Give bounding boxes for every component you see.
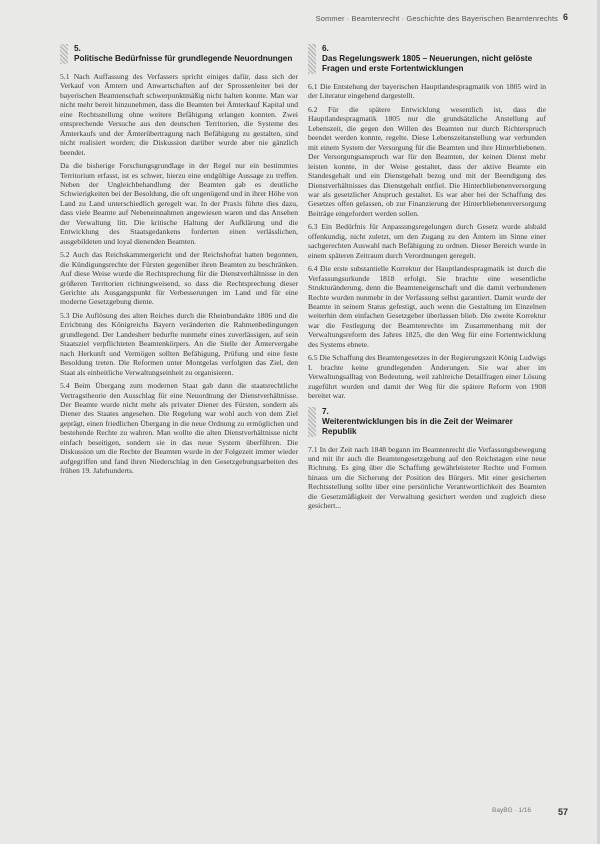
paragraph: 5.4 Beim Übergang zum modernen Staat gab dann die staatsrechtliche Vertragstheorie den Ausschlag für eine Neuordnung der Dienstverhältnisse. Der Beamte wurde nicht mehr als privater Diener des Fürsten, sondern als Diener des Staates angesehen. Die Regelung war wohl auch von dem Ziel geprägt, einen friedlichen Übergang in die neue Ordnung zu ermöglichen und bestehende Rechte zu wahren. Man wollte die alten Dienstverhältnisse nicht einfach beseitigen, sondern sie in das neue System überführen. Die Diskussion um die Rechte der Beamten wurde in der Folgezeit immer wieder aufgegriffen und fand ihren Niederschlag in den Gesetzgebungsarbeiten des frühen 19. Jahrhunderts. — [60, 381, 298, 476]
section-heading-5 — [60, 44, 298, 64]
paragraph: 6.2 Für die spätere Entwicklung wesentlich ist, dass die Hauptlandespragmatik 1805 nur die grundsätzliche Anstellung auf Lebenszeit, die gegen den Willen des Beamten nur durch Richterspruch beendet werden konnte, regelte. Diese Lebenszeitanstellung war verbunden mit einem System der Versorgung für die Beamten und ihre Hinterbliebenen. Der Versorgungsanspruch war für den Beamten, der keinen Dienst mehr leisten konnte, in der Weise gestaltet, dass der aktive Beamte ein Standesgehalt und ein Dienstgehalt bezog und mit der Beendigung des Dienstverhältnisses das Dienstgehalt entfiel. Die Hinterbliebenenversorgung war als gesetzlicher Anspruch gestaltet. Es war aber bei der Schaffung des Gesetzes offen gelassen, ob zur Finanzierung der Hinterbliebenenversorgung Beiträge eingefordert werden sollen. — [308, 104, 546, 218]
hatch-marker — [308, 44, 316, 74]
hatch-marker — [308, 407, 316, 437]
section-number: 6. — [322, 44, 329, 53]
section-number: 5. — [74, 44, 81, 53]
paragraph: 6.1 Die Entstehung der bayerischen Hauptlandespragmatik von 1805 wird in der Literatur eingehend dargestellt. — [308, 82, 546, 101]
section-heading-6 — [308, 44, 546, 74]
section-title: Das Regelungswerk 1805 – Neuerungen, nicht gelöste Fragen und erste Fortentwicklungen — [322, 54, 533, 73]
section-title: Weiterentwicklungen bis in die Zeit der Weimarer Republik — [322, 416, 513, 436]
section-title: Politische Bedürfnisse für grundlegende Neuordnungen — [74, 54, 293, 63]
paragraph: Da die bisherige Forschungsgrundlage in der Regel nur ein bestimmtes Territorium erfasst, ist es schwer, hierzu eine endgültige Aussage zu treffen. Neben der Ungleichbehandlung der Beamten gab es deutliche Schwierigkeiten bei der Besoldung, die oft ungenügend und in ihrer Höhe von Land zu Land unterschiedlich geregelt war. In der Praxis führte dies dazu, dass viele Beamte auf Nebeneinnahmen angewiesen waren und das Ansehen der Verwaltung litt. Die kritische Haltung der Aufklärung und die Entwicklung des Staatsgedankens forderten einen verlässlichen, ausgebildeten und loyal dienenden Beamten. — [60, 161, 298, 246]
section-number: 7. — [322, 406, 329, 416]
paragraph: 6.5 Die Schaffung des Beamtengesetzes in der Regierungszeit König Ludwigs I. brachte keine grundlegenden Änderungen. Sie war aber im Verwaltungsalltag von Bedeutung, weil zahlreiche Detailfragen einer Lösung zugeführt wurden und damit der Weg für die spätere Reform von 1908 bereitet war. — [308, 353, 546, 401]
paragraph: 7.1 In der Zeit nach 1848 begann im Beamtenrecht die Verfassungsbewegung und mit ihr auch die Beamtengesetzgebung auf den Reichstagen eine neue Richtung. Es ging über die Schaffung gewährleisteter Rechte und Formen hinaus um die Sicherung der Position des Bürgers. Mit einer gesicherten Rechtsstellung sollte über eine persönliche Verantwortlichkeit des Beamten die Gesetzmäßigkeit der Verwaltung gesichert werden und zugleich diese gesichert... — [308, 444, 546, 511]
section-heading-7 — [308, 407, 546, 437]
paragraph: 5.3 Die Auflösung des alten Reiches durch die Rheinbundakte 1806 und die Errichtung des Königreichs Bayern veränderten die Rahmenbedingungen grundlegend. Der Landesherr bedurfte nunmehr eines zuverlässigen, auf sein Staatsziel verpflichteten Beamtenkörpers. An die Stelle der Ämtervergabe nach Herkunft und Vermögen sollten Befähigung, Prüfung und eine feste Besoldung treten. Die Reformen unter Montgelas verfolgten das Ziel, den Staat als einheitliche Verwaltungseinheit zu organisieren. — [60, 310, 298, 377]
left-column — [60, 44, 298, 480]
paragraph: 6.4 Die erste substantielle Korrektur der Hauptlandespragmatik ist durch die Verfassungsurkunde 1818 erfolgt. Sie brachte eine wesentliche Strukturänderung, denn die Beamteneigenschaft und die damit verbundenen Rechte wurden nunmehr in der Verfassung selbst garantiert. Damit wurde der Beamte in seinem Status gefestigt, auch wenn die Gestaltung im Einzelnen weiterhin dem einfachen Gesetzgeber überlassen blieb. Die zweite Korrektur war die Festlegung der Beamtenrechte im Zusammenhang mit der Verwaltungsreform des Jahres 1825, die den Weg für eine Fortentwicklung des Systems ebnete. — [308, 264, 546, 349]
running-title: Sommer · Beamtenrecht · Geschichte des Bayerischen Beamtenrechts — [315, 14, 558, 23]
right-column — [308, 44, 546, 515]
page-number-bottom: 57 — [557, 807, 568, 817]
hatch-marker — [60, 44, 68, 64]
footer-code: BayBG · 1/16 — [492, 807, 532, 814]
paragraph: 6.3 Ein Bedürfnis für Anpassungsregelungen durch Gesetz wurde alsbald offenkundig, nicht zuletzt, um den Zugang zu den Ämtern im Sinne einer sachgerechten Auswahl nach Befähigung zu ordnen. Dieser Bereich wurde in einem späteren Zeitraum durch Verordnungen geregelt. — [308, 222, 546, 260]
paragraph: 5.2 Auch das Reichskammergericht und der Reichshofrat hatten begonnen, die Kündigungsrechte der Fürsten gegenüber ihren Beamten zu beschränken. Auf diese Weise wurde die Rechtsprechung für die Dienstverhältnisse in den größeren Territorien richtungweisend, so dass die Rechtsprechung dieser Gerichte als Ausgangspunkt für Verbesserungen im Land und für eine moderne Gesetzgebung diente. — [60, 250, 298, 307]
paragraph: 5.1 Nach Auffassung des Verfassers spricht einiges dafür, dass sich der Verkauf von Ämtern und Anwartschaften auf der Sprossenleiter bei der bayerischen Beamtenschaft schwerpunktmäßig nicht halten konnte. Man war nicht mehr bereit hinzunehmen, dass die Beamten bei Ämterkauf Kapital und eine Rechtsstellung ohne weitere Befähigung erlangen konnten. Zwei entsprechende Versuche aus den deutschen Territorien, die Systeme des Ämterkaufs und der Ämterübertragung nach Befähigung zu gestalten, sind nicht realisiert worden; die Diskussion darüber wurde aber nie gänzlich beendet. — [60, 72, 298, 157]
page-number-top: 6 — [562, 12, 568, 22]
